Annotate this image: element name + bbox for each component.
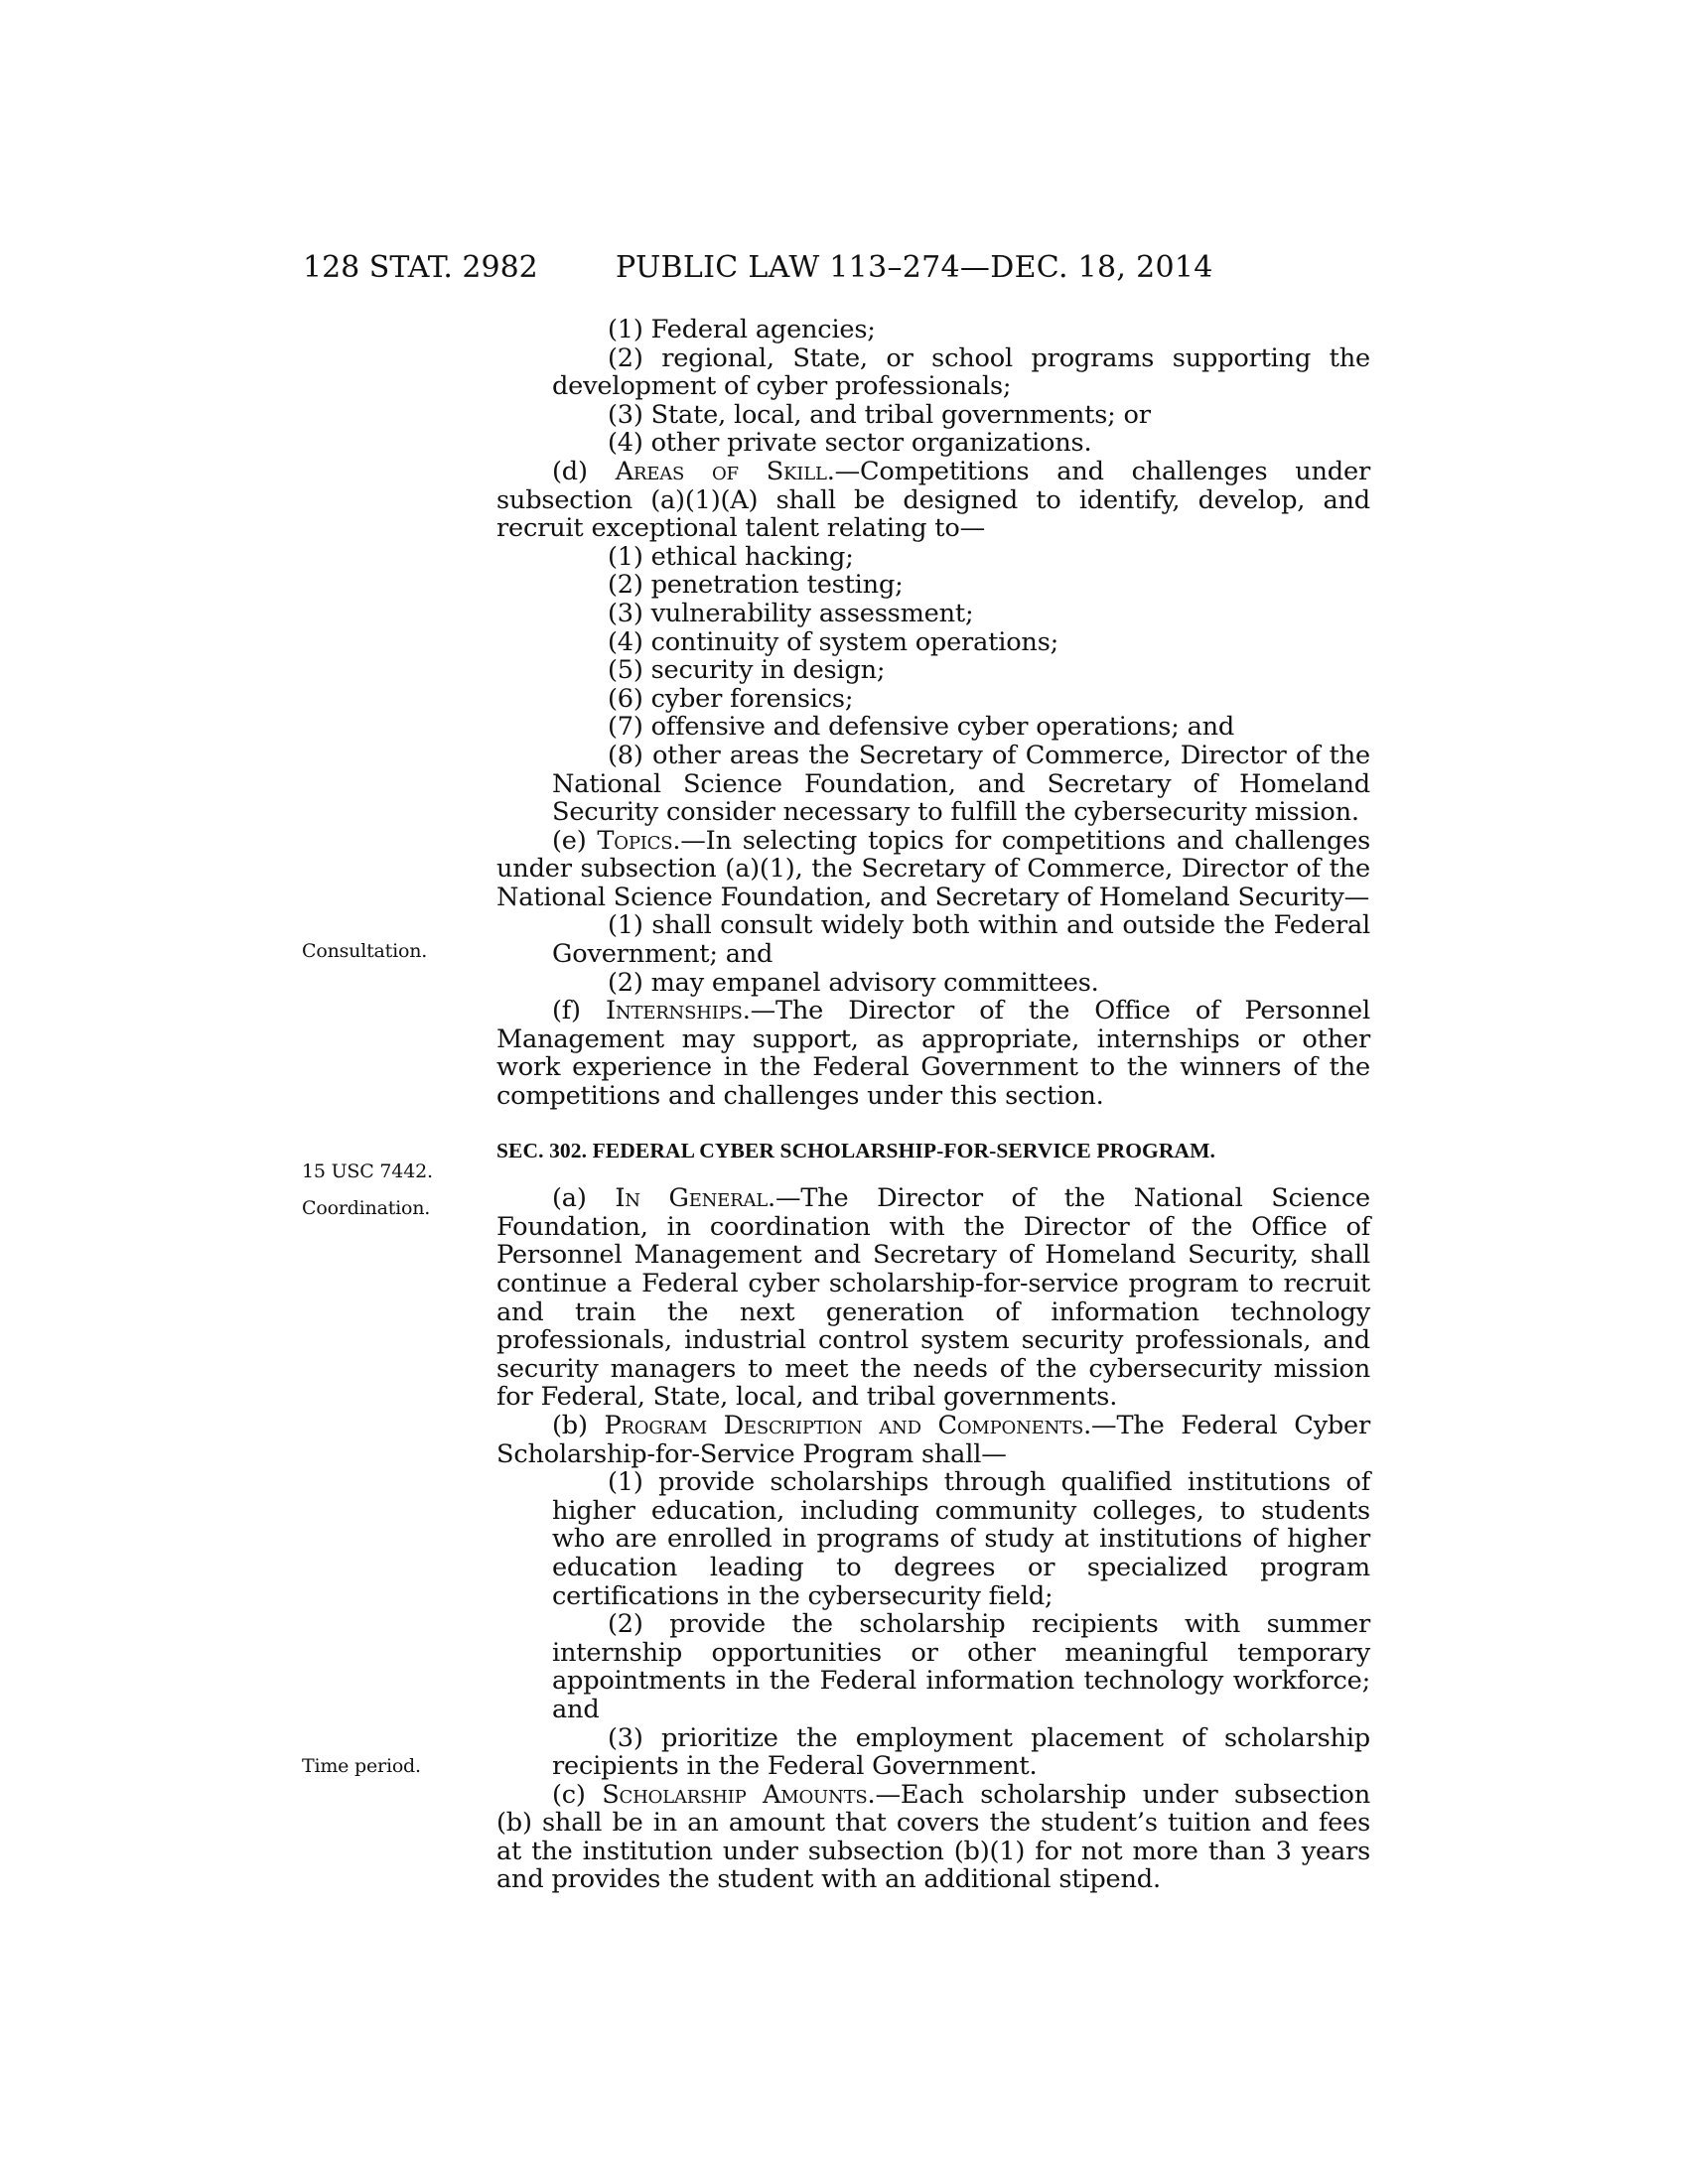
- subsection-d-item-7: (7) offensive and defensive cyber operations; and: [608, 712, 1235, 743]
- margin-note-time-period: Time period.: [302, 1755, 421, 1777]
- subsection-e-prefix: (e): [552, 825, 598, 856]
- subsection-d-text: .—Competitions and challenges under subsection (a)(1)(A) shall be designed to identify, develop, and recruit exceptional talent relating to—: [496, 456, 1370, 544]
- subsection-c-item-1: (1) Federal agencies;: [608, 315, 876, 344]
- statute-body: [496, 316, 1370, 1894]
- subsection-f-internships: [496, 997, 1370, 1110]
- sec302-a-prefix: (a): [552, 1183, 616, 1214]
- subsection-d-item-5: (5) security in design;: [608, 655, 886, 686]
- subsection-d-item-2: (2) penetration testing;: [608, 570, 904, 601]
- subsection-f-text: .—The Director of the Office of Personnel Management may support, as appropriate, internships or other work experience in the Federal Government to the winners of the competitions and challenges under this section.: [496, 996, 1370, 1112]
- subsection-c-item-3: (3) State, local, and tribal governments; or: [608, 399, 1151, 430]
- stat-page-number: 128 STAT. 2982: [303, 250, 538, 285]
- sec302-b-item-3: (3) prioritize the employment placement of scholarship recipients in the Federal Government.: [552, 1722, 1370, 1782]
- subsection-d-item-1: (1) ethical hacking;: [608, 541, 854, 572]
- subsection-d-item-3: (3) vulnerability assessment;: [608, 598, 974, 628]
- sec302-c-heading: Scholarship Amounts: [602, 1779, 868, 1810]
- subsection-e-text: .—In selecting topics for competitions and challenges under subsection (a)(1), the Secretary of Commerce, Director of the National Science Foundation, and Secretary of Homeland Security—: [496, 825, 1370, 912]
- page-header: [303, 248, 1221, 288]
- sec302-c-prefix: (c): [552, 1779, 603, 1810]
- sec302-subsection-c: [496, 1781, 1370, 1894]
- section-302-heading: SEC. 302. FEDERAL CYBER SCHOLARSHIP-FOR-SERVICE PROGRAM.: [496, 1138, 1215, 1162]
- sec302-b-item-1: (1) provide scholarships through qualified institutions of higher education, including community colleges, to students who are enrolled in programs of study at institutions of higher education leading to degrees or specialized program certifications in the cybersecurity field;: [552, 1467, 1370, 1611]
- subsection-d-item-4: (4) continuity of system operations;: [608, 626, 1059, 657]
- margin-note-usc: 15 USC 7442.: [302, 1160, 433, 1182]
- sec302-b-text: .—The Federal Cyber Scholarship-for-Service Program shall—: [496, 1410, 1370, 1469]
- subsection-f-heading: Internships: [606, 996, 743, 1026]
- sec302-b-item-2: (2) provide the scholarship recipients with summer internship opportunities or other meaningful temporary appointments in the Federal information technology workforce; and: [552, 1609, 1370, 1724]
- subsection-e-item-2: (2) may empanel advisory committees.: [608, 967, 1099, 998]
- subsection-e-item-1: (1) shall consult widely both within and outside the Federal Government; and: [552, 910, 1370, 970]
- subsection-d-areas-of-skill: [496, 458, 1370, 543]
- subsection-f-prefix: (f): [552, 996, 606, 1026]
- subsection-c-item-4: (4) other private sector organizations.: [608, 428, 1092, 459]
- subsection-e-topics: [496, 827, 1370, 912]
- subsection-d-heading: Areas of Skill: [615, 456, 827, 486]
- margin-note-consultation: Consultation.: [302, 940, 428, 962]
- sec302-subsection-a: [496, 1184, 1370, 1412]
- subsection-d-item-6: (6) cyber forensics;: [608, 683, 854, 714]
- sec302-subsection-b: [496, 1412, 1370, 1468]
- sec302-a-heading: In General: [615, 1183, 769, 1214]
- sec302-b-heading: Program Description and Components: [604, 1410, 1084, 1440]
- sec302-c-text: .—Each scholarship under subsection (b) shall be in an amount that covers the student’s tuition and fees at the institution under subsection (b)(1) for not more than 3 years and provides the student with an additional stipend.: [496, 1779, 1370, 1895]
- margin-note-coordination: Coordination.: [302, 1197, 431, 1219]
- subsection-e-heading: Topics: [597, 825, 673, 856]
- sec302-b-prefix: (b): [552, 1410, 605, 1440]
- subsection-d-item-8: (8) other areas the Secretary of Commerce, Director of the National Science Foundation, and Secretary of Homeland Security consider necessary to fulfill the cybersecurity mission.: [552, 740, 1370, 828]
- subsection-c-item-2: (2) regional, State, or school programs supporting the development of cyber professionals;: [552, 342, 1370, 402]
- subsection-d-prefix: (d): [552, 456, 616, 486]
- sec302-a-text: .—The Director of the National Science Foundation, in coordination with the Director of the Office of Personnel Management and Secretary of Homeland Security, shall continue a Federal cyber scholarship-for-service program to recruit and train the next generation of information technology professionals, industrial control system security professionals, and security managers to meet the needs of the cybersecurity mission for Federal, State, local, and tribal governments.: [496, 1183, 1370, 1413]
- public-law-title: PUBLIC LAW 113–274—DEC. 18, 2014: [616, 250, 1213, 285]
